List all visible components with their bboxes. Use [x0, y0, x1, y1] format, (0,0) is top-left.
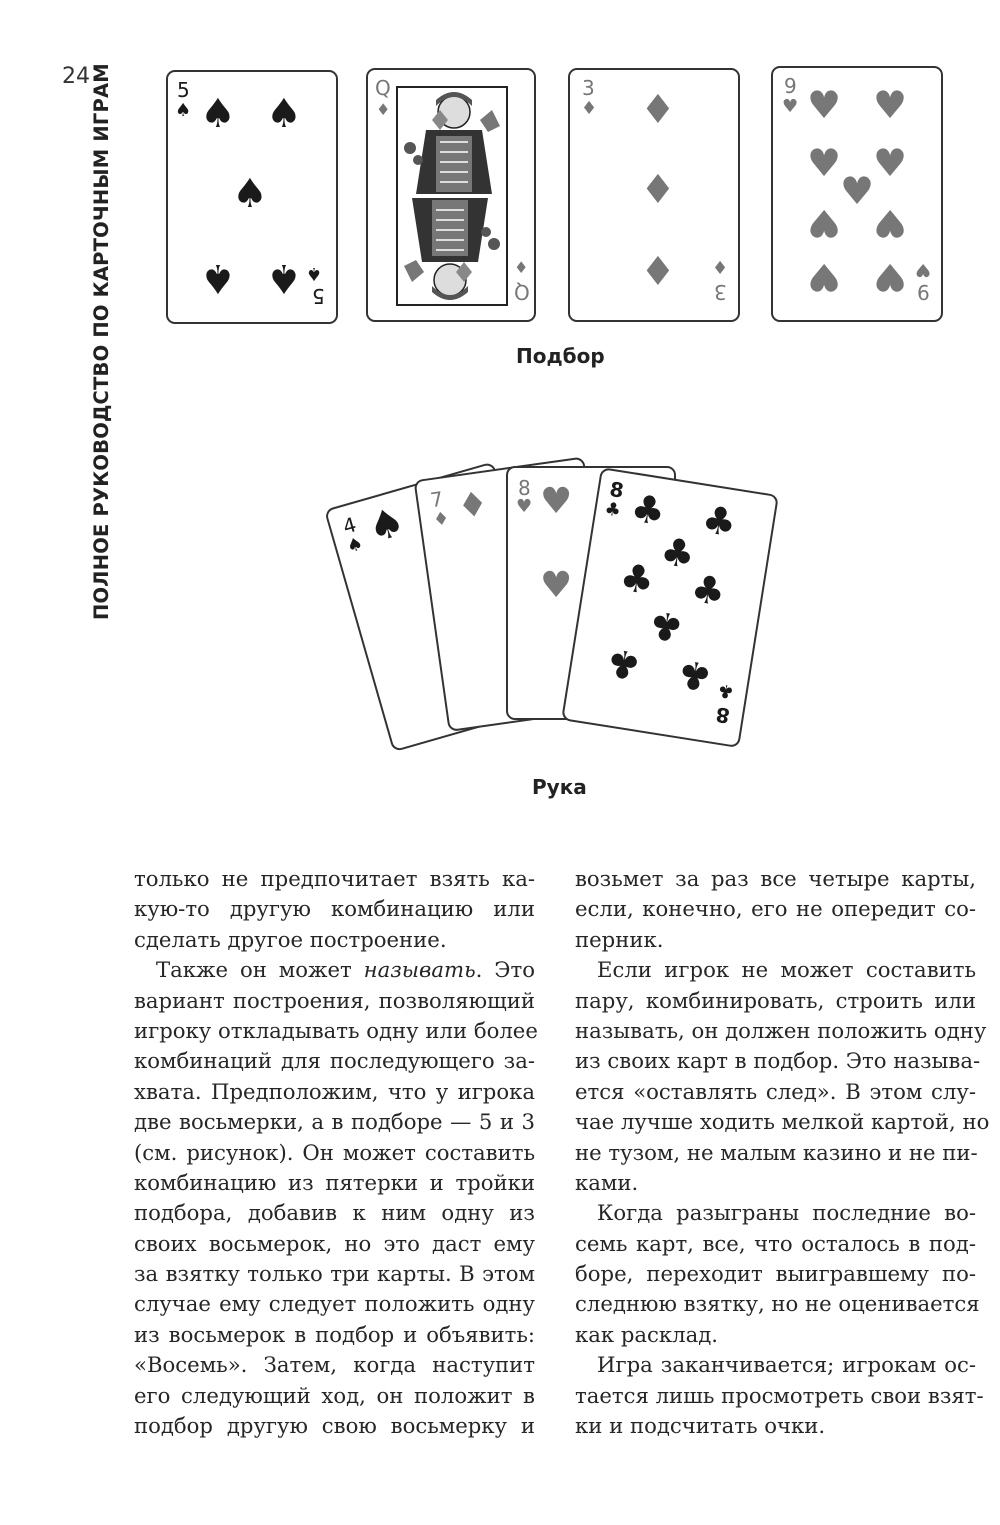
text-line: следнюю взятку, но не оценивается	[575, 1291, 980, 1317]
clubs-icon: ♣	[716, 679, 736, 703]
hand-card-8-clubs	[561, 467, 779, 748]
text-line: перник.	[575, 926, 664, 952]
text-line: подбора, добавив к ним одну из	[134, 1200, 535, 1226]
clubs-icon: ♣	[603, 498, 623, 522]
hearts-icon: ♥	[540, 565, 573, 606]
diamonds-icon: ♦	[581, 98, 598, 119]
text-line: за взятку только три карты. В этом	[134, 1261, 535, 1287]
hearts-icon: ♥	[915, 259, 932, 280]
text-line: вариант построения, позволяющий	[134, 987, 535, 1013]
running-head: ПОЛНОЕ РУКОВОДСТВО ПО КАРТОЧНЫМ ИГРАМ	[90, 63, 113, 620]
text-line: как расклад.	[575, 1321, 719, 1347]
text-line: если, конечно, его не опередит со-	[575, 896, 976, 922]
card-rank-bottom: Q	[514, 280, 530, 304]
layout-card-5-spades	[166, 70, 338, 324]
text-line: кую-то другую комбинацию или	[134, 896, 535, 922]
hearts-icon: ♥	[807, 141, 842, 185]
text-line: Также он может называть. Это	[156, 957, 535, 983]
text-line: только не предпочитает взять ка-	[134, 866, 535, 891]
text-line: комбинацию из пятерки и тройки	[134, 1169, 535, 1195]
text-line: возьмет за раз все четыре карты,	[575, 866, 976, 891]
spades-icon: ♠	[200, 255, 236, 301]
text-line: его следующий ход, он положит в	[134, 1382, 535, 1408]
text-line: ки и подсчитать очки.	[575, 1413, 826, 1439]
hearts-icon: ♥	[807, 83, 842, 127]
hearts-icon: ♥	[873, 255, 908, 299]
spades-icon: ♠	[306, 263, 323, 284]
card-rank: 5	[177, 78, 190, 102]
clubs-icon: ♣	[657, 528, 698, 578]
text-line: чае лучше ходить мелкой картой, но	[575, 1109, 990, 1135]
text-line: пару, комбинировать, строить или	[575, 987, 976, 1013]
spades-icon: ♠	[232, 171, 268, 217]
diamonds-icon: ♦	[640, 87, 676, 133]
hearts-icon: ♥	[840, 169, 875, 213]
clubs-icon: ♣	[698, 496, 740, 546]
text-line: случае ему следует положить одну	[134, 1291, 535, 1317]
diamonds-icon: ♦	[712, 258, 729, 279]
queen-portrait-icon	[396, 86, 508, 306]
layout-caption: Подбор	[516, 344, 605, 368]
diamonds-icon: ♦	[640, 249, 676, 295]
text-line: ками.	[575, 1169, 639, 1195]
card-rank: 8	[608, 476, 626, 503]
diamonds-icon: ♦	[376, 100, 391, 119]
text-column-left	[134, 864, 538, 1441]
clubs-icon: ♣	[603, 639, 644, 689]
hearts-icon: ♥	[807, 201, 842, 245]
text-line: не тузом, не малым казино и не пи-	[575, 1139, 978, 1165]
text-line: сделать другое построение.	[134, 926, 447, 952]
hand-caption: Рука	[532, 775, 587, 799]
hearts-icon: ♥	[516, 496, 533, 517]
text-line: (см. рисунок). Он может составить	[134, 1139, 535, 1165]
diamonds-icon: ♦	[514, 258, 529, 277]
diamonds-icon: ♦	[454, 483, 491, 528]
card-rank: 3	[582, 76, 595, 100]
spades-icon: ♠	[266, 255, 302, 301]
spades-icon: ♠	[266, 91, 302, 137]
text-line: комбинаций для последующего за-	[134, 1048, 535, 1074]
text-line: Когда разыграны последние во-	[597, 1200, 976, 1226]
card-rank: 7	[428, 486, 445, 513]
card-rank-bottom: 5	[312, 284, 325, 308]
spades-icon: ♠	[200, 91, 236, 137]
text-line: подбор другую свою восьмерку и	[134, 1413, 535, 1439]
text-line: семь карт, все, что осталось в под-	[575, 1230, 976, 1256]
layout-card-queen-diamonds	[366, 68, 536, 322]
text-line: тается лишь просмотреть свои взят-	[575, 1382, 984, 1408]
text-line: «Восемь». Затем, когда наступит	[134, 1352, 535, 1378]
card-rank-bottom: 9	[917, 280, 930, 304]
spades-icon: ♠	[344, 533, 366, 558]
card-rank: 9	[784, 74, 797, 98]
clubs-icon: ♣	[674, 650, 716, 700]
card-rank: 8	[518, 476, 531, 500]
text-line: игроку откладывать одну или более	[134, 1017, 538, 1043]
page-number: 24	[62, 64, 90, 89]
spades-icon: ♠	[362, 498, 411, 553]
text-line: называть, он должен положить одну	[575, 1017, 987, 1043]
hearts-icon: ♥	[873, 141, 908, 185]
diamonds-icon: ♦	[431, 507, 451, 531]
layout-card-9-hearts	[771, 66, 943, 322]
hearts-icon: ♥	[873, 83, 908, 127]
text-line: две восьмерки, а в подборе — 5 и 3	[134, 1109, 535, 1135]
clubs-icon: ♣	[627, 485, 669, 535]
text-column-right	[575, 864, 990, 1441]
card-rank-bottom: 8	[714, 702, 732, 729]
text-line: своих восьмерок, но это даст ему	[134, 1230, 535, 1256]
spades-icon: ♠	[175, 100, 192, 121]
hearts-icon: ♥	[873, 201, 908, 245]
hearts-icon: ♥	[782, 96, 799, 117]
text-line: Если игрок не может составить	[597, 957, 976, 983]
clubs-icon: ♣	[645, 601, 687, 651]
hearts-icon: ♥	[807, 255, 842, 299]
card-rank: 4	[340, 512, 360, 539]
text-line: из восьмерок в подбор и объявить:	[134, 1321, 535, 1347]
card-rank: Q	[375, 76, 391, 100]
text-line: Игра заканчивается; игрокам ос-	[597, 1352, 976, 1378]
text-line: боре, переходит выигравшему по-	[575, 1261, 976, 1287]
text-line: из своих карт в подбор. Это называ-	[575, 1048, 981, 1074]
layout-card-3-diamonds	[568, 68, 740, 322]
card-rank-bottom: 3	[714, 280, 727, 304]
clubs-icon: ♣	[616, 554, 658, 604]
text-line: хвата. Предположим, что у игрока	[134, 1078, 535, 1104]
clubs-icon: ♣	[687, 565, 729, 615]
text-line: ется «оставлять след». В этом слу-	[575, 1078, 976, 1104]
hearts-icon: ♥	[540, 481, 573, 522]
diamonds-icon: ♦	[640, 167, 676, 213]
